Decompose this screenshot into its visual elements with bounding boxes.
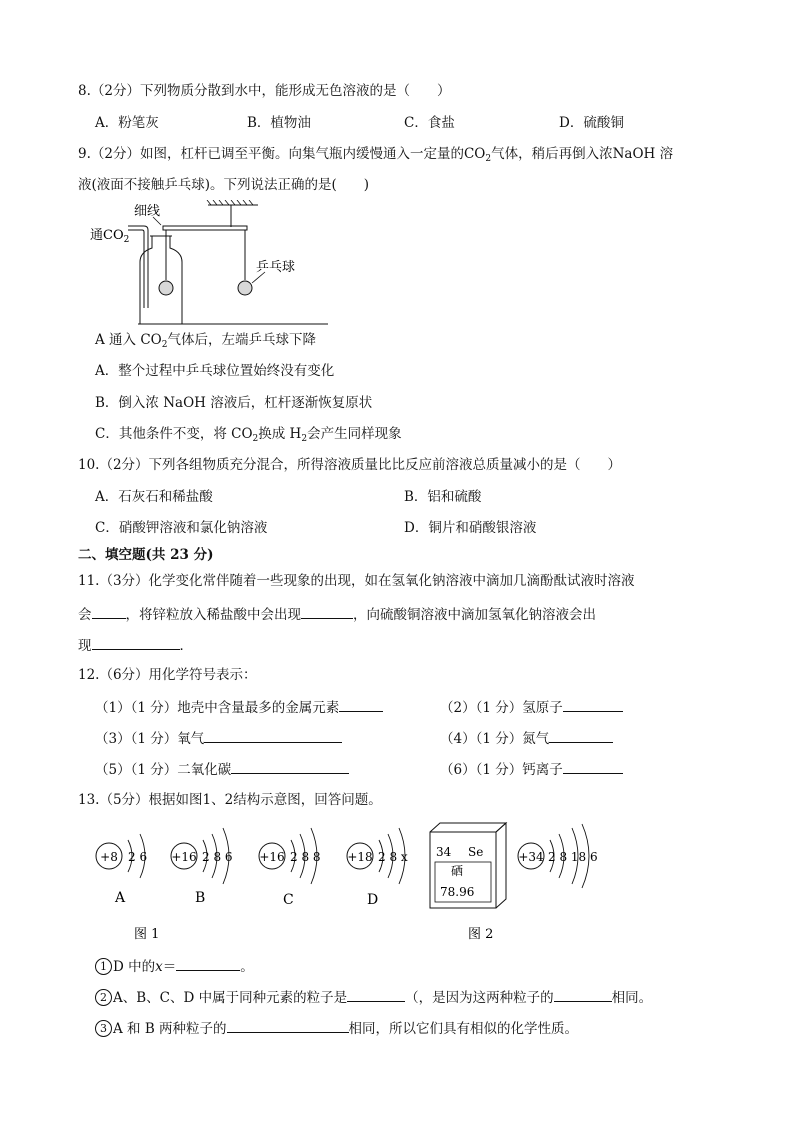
answer-blank[interactable] [204,728,342,743]
atom-c-diagram [259,828,321,908]
q12-item-2: （2）（1 分）氢原子 [440,697,623,717]
q8-option-b: B．植物油 [247,115,311,131]
atom-se-diagram [518,824,598,888]
q9-stem-line1: 9.（2分）如图，杠杆已调至平衡。向集气瓶内缓慢通入一定量的$CO_2$气体，稍后再倒入浓NaOH 溶 [78,146,674,164]
q8-stem: 8.（2分）下列物质分散到水中，能形成无色溶液的是（ ） [78,83,451,99]
svg-text:B: B [195,890,206,906]
q10-stem: 10.（2分）下列各组物质充分混合，所得溶液质量比比反应前溶液总质量减小的是（ ） [78,457,622,473]
q9-option-2: A．整个过程中乒乓球位置始终没有变化 [95,363,335,379]
atom-d-diagram [347,828,408,908]
svg-text:34: 34 [436,845,452,859]
atomic-structure-figure [90,820,600,945]
q12-item-5: （5）（1 分）二氧化碳 [95,759,349,779]
q9-option-1: A 通入 $CO_2$气体后，左端乒乓球下降 [95,332,316,350]
answer-blank[interactable] [563,759,623,774]
q9-option-3: B．倒入浓 NaOH 溶液后，杠杆逐渐恢复原状 [95,395,373,411]
q12-item-4: （4）（1 分）氮气 [440,728,613,748]
q12-stem: 12.（6分）用化学符号表示： [78,667,257,683]
figure-1-caption: 图 1 [134,927,160,942]
q8-option-a: A．粉笔灰 [95,115,159,131]
answer-blank[interactable] [339,697,383,712]
svg-text:2 6: 2 6 [128,850,148,864]
q11-line1: 11.（3分）化学变化常伴随着一些现象的出现，如在氢氧化钠溶液中滴加几滴酚酞试液时溶液 [78,573,635,589]
answer-blank[interactable] [227,1018,349,1033]
svg-text:+16: +16 [259,850,285,864]
answer-blank[interactable] [176,956,240,971]
q9-option-4: C．其他条件不变，将 $CO_2$换成 $H_2$会产生同样现象 [95,426,402,444]
svg-text:+18: +18 [347,850,373,864]
q12-item-6: （6）（1 分）钙离子 [440,759,623,779]
answer-blank[interactable] [92,635,180,650]
svg-text:硒: 硒 [451,864,464,878]
svg-text:+34: +34 [518,850,544,864]
svg-text:Se: Se [468,845,484,859]
answer-blank[interactable] [549,728,613,743]
svg-text:78.96: 78.96 [440,885,475,899]
atom-b-diagram [171,828,233,906]
selenium-element-card [430,823,506,908]
q11-line2: 会 ，将锌粒放入稀盐酸中会出现 ，向硫酸铜溶液中滴加氢氧化钠溶液会出 [78,604,596,624]
svg-text:2 8 x: 2 8 x [378,850,408,864]
thread-label: 细线 [134,204,161,219]
q12-item-1: （1）（1 分）地壳中含量最多的金属元素 [95,697,383,717]
section-heading: 二、填空题(共 23 分) [78,547,214,563]
q9-stem-line2: 液(液面不接触乒乓球)。下列说法正确的是( ) [78,177,370,193]
answer-blank[interactable] [347,987,405,1002]
q13-stem: 13.（5分）根据如图1、2结构示意图，回答问题。 [78,792,382,808]
co2-inlet-label: 通$CO_2$ [90,228,130,245]
answer-blank[interactable] [92,604,126,619]
q10-option-b: B．铝和硫酸 [404,489,482,505]
q13-subquestion-1: 1 D 中的x＝ 。 [95,956,254,976]
answer-blank[interactable] [231,759,349,774]
svg-text:2 8 6: 2 8 6 [202,850,233,864]
ping-pong-ball-label: 乒乓球 [256,260,296,275]
svg-text:C: C [283,892,294,908]
q10-option-a: A．石灰石和稀盐酸 [95,489,213,505]
answer-blank[interactable] [563,697,623,712]
q10-option-d: D．铜片和硝酸银溶液 [404,520,537,536]
q8-option-d: D．硫酸铜 [559,115,624,131]
q13-subquestion-3: 3 A 和 B 两种粒子的 相同，所以它们具有相似的化学性质。 [95,1018,578,1038]
svg-text:2 8 18 6: 2 8 18 6 [548,850,598,864]
answer-blank[interactable] [301,604,353,619]
answer-blank[interactable] [554,987,612,1002]
figure-2-caption: 图 2 [468,927,494,942]
svg-text:A: A [115,890,126,906]
lever-apparatus-figure [90,200,330,325]
atom-a-diagram [96,834,147,906]
q11-line3: 现 ． [78,635,193,655]
svg-text:D: D [367,892,379,908]
q12-item-3: （3）（1 分）氧气 [95,728,342,748]
q13-subquestion-2: 2 A、B、C、D 中属于同种元素的粒子是 （，是因为这两种粒子的 相同。 [95,987,652,1007]
svg-text:2 8 8: 2 8 8 [290,850,321,864]
q10-option-c: C．硝酸钾溶液和氯化钠溶液 [95,520,268,536]
svg-text:+16: +16 [171,850,197,864]
q8-option-c: C．食盐 [404,115,455,131]
svg-text:+8: +8 [100,850,118,864]
